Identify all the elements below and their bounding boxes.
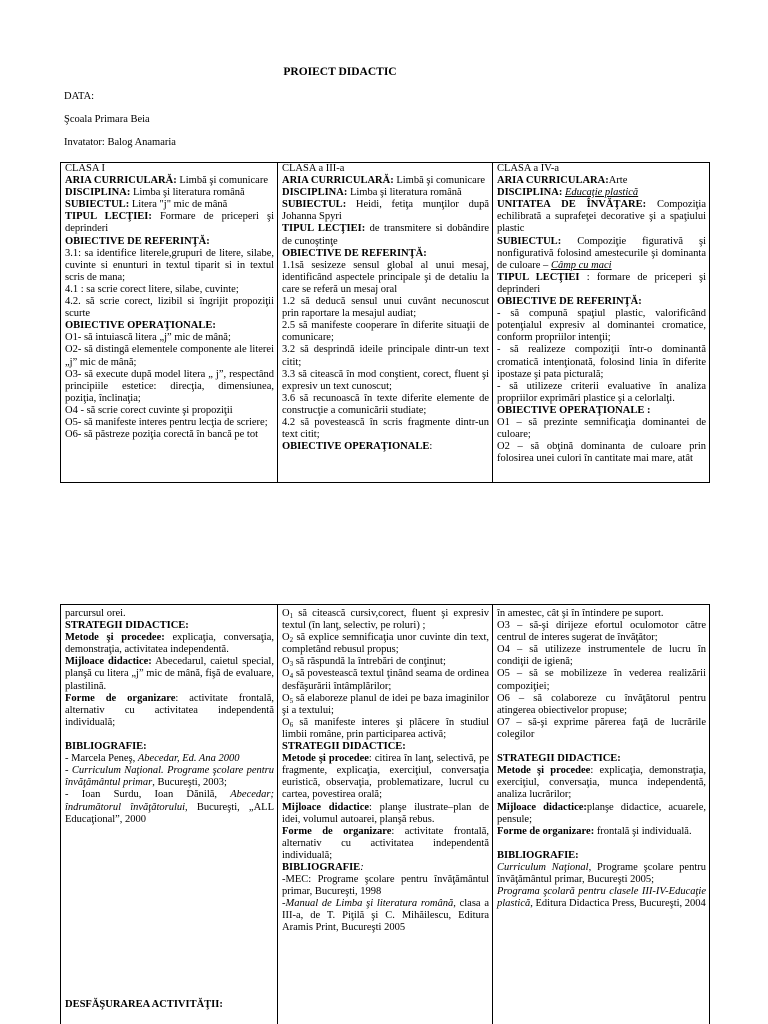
paragraph — [282, 296, 489, 320]
text-run: O — [282, 632, 290, 644]
activity-heading: DESFĂŞURAREA ACTIVITĂŢII: — [65, 999, 223, 1010]
text-run: Manual de Limba şi literatura română — [285, 898, 454, 910]
paragraph — [65, 729, 274, 741]
heading-label: OBIECTIVE OPERAŢIONALE : — [497, 404, 651, 416]
text-run: O6- să păstreze poziţia corectă în bancă pe tot — [65, 429, 258, 441]
clasa-a-iv-a-column-continued — [493, 605, 709, 1024]
text-run: 4.2. să scrie corect, lizibil si îngrijit propoziţii scurte — [65, 296, 274, 320]
paragraph — [65, 693, 274, 729]
text-run: - Marcela Peneş, — [65, 753, 138, 765]
paragraph — [282, 802, 489, 826]
text-run: - Ioan Surdu, Ioan Dănilă, — [65, 789, 231, 801]
paragraph — [497, 862, 706, 886]
paragraph — [65, 608, 274, 620]
text-run: Abecedar, Ed. Ana 2000 — [137, 753, 240, 765]
text-run: Curriculum Naţional. Programe şcolare pentru învăţământul primar — [65, 765, 275, 789]
clasa-i-column-continued — [61, 605, 278, 1024]
text-run: O — [282, 692, 290, 704]
paragraph — [282, 632, 489, 656]
paragraph — [282, 417, 489, 441]
paragraph — [65, 789, 274, 825]
paragraph — [282, 608, 489, 632]
paragraph — [282, 753, 489, 801]
text-run: - să realizeze compoziţii într-o dominantă cromatică intenţionată, folosind linia în diferite ipostaze şi pata picturală; — [497, 344, 706, 380]
document-title: PROIECT DIDACTIC — [283, 66, 397, 78]
paragraph — [282, 717, 489, 741]
paragraph — [497, 308, 706, 344]
text-run: CLASA I — [65, 163, 105, 174]
paragraph — [497, 802, 706, 826]
text-run: Programa şcolară pentru clasele III-IV-Educaţie plastică — [497, 886, 706, 910]
heading-label: OBIECTIVE DE REFERINŢĂ: — [282, 247, 427, 259]
paragraph — [282, 874, 489, 898]
text-run: - — [282, 898, 286, 910]
paragraph — [282, 175, 489, 187]
heading-label: STRATEGII DIDACTICE: — [497, 753, 621, 765]
heading-label: ARIA CURRICULARĂ: — [65, 175, 177, 187]
text-run: : planşe ilustrate–plan de idei, volumul autoarei, planşă rebus. — [282, 801, 489, 825]
heading-label: Forme de organizare: — [497, 825, 595, 837]
text-run: - — [65, 765, 72, 777]
text-run: Limba şi literatura română — [347, 187, 462, 199]
heading-label: ARIA CURRICULARA: — [497, 175, 609, 187]
subscript-index: 5 — [289, 696, 294, 705]
subscript-index: 4 — [289, 672, 294, 681]
text-run: : activitate frontală, alternativ cu activitatea independentă individuală; — [65, 692, 274, 728]
text-run: , Programe şcolare pentru învăţământul primar, Bucureşti 2005; — [497, 861, 706, 886]
paragraph — [65, 753, 274, 765]
text-run: - să compună spaţiul plastic, valorificând potenţialul expresiv al dominantei cromatice, conform propriilor intenţii; — [497, 308, 706, 344]
paragraph — [497, 753, 706, 765]
text-run: , Bucureşti, „ALL Educaţional”, 2000 — [65, 801, 275, 825]
clasa-a-iii-a-column — [278, 163, 493, 482]
subscript-index: 1 — [289, 612, 294, 620]
paragraph — [282, 393, 489, 417]
text-run: Abecedar; îndrumătorul învăţătorului — [65, 789, 274, 813]
text-run: : — [360, 861, 364, 873]
date-line: DATA: — [64, 91, 95, 102]
text-run: , Editura Didactica Press, Bucureşti, 2004 — [530, 898, 706, 910]
paragraph — [497, 826, 706, 838]
paragraph — [65, 417, 274, 429]
text-run: CLASA a III-a — [282, 163, 345, 174]
heading-label: STRATEGII DIDACTICE: — [65, 620, 189, 632]
paragraph — [65, 405, 274, 417]
text-run: Heidi, fetiţa munţilor după Johanna Spyri — [282, 199, 489, 223]
paragraph — [497, 381, 706, 405]
subscript-index: 6 — [289, 720, 294, 729]
heading-label: Metode şi procedee: — [65, 632, 165, 644]
text-run: Formare de priceperi şi deprinderi — [65, 211, 275, 235]
paragraph — [497, 850, 706, 862]
paragraph — [497, 693, 706, 717]
paragraph — [65, 344, 274, 368]
text-run: CLASA a IV-a — [497, 163, 560, 174]
paragraph — [497, 236, 706, 272]
paragraph — [282, 826, 489, 862]
paragraph — [65, 369, 274, 405]
paragraph — [65, 199, 274, 211]
paragraph — [282, 163, 489, 175]
text-run: O5- să manifeste interes pentru lecţia de scriere; — [65, 416, 268, 428]
heading-label: DISCIPLINA: — [65, 187, 131, 199]
paragraph — [497, 405, 706, 417]
text-run: -MEC: Programe şcolare pentru învăţământul primar, Bucureşti, 1998 — [282, 874, 489, 898]
paragraph — [282, 741, 489, 753]
paragraph — [282, 344, 489, 368]
heading-label: DISCIPLINA: — [282, 187, 348, 199]
paragraph — [497, 296, 706, 308]
text-run: Limba şi literatura română — [130, 187, 245, 199]
text-run: O3 – să-şi dirijeze efortul oculomotor către centrul de interes sugerat de învăţător; — [497, 620, 706, 644]
heading-label: ARIA CURRICULARĂ: — [282, 175, 394, 187]
heading-label: BIBLIOGRAFIE — [282, 861, 361, 873]
text-run: să manifeste interes şi plăcere în studiul limbii române, prin participarea activă; — [282, 716, 489, 740]
clasa-a-iv-a-column — [493, 163, 709, 482]
paragraph — [65, 741, 274, 753]
paragraph — [497, 644, 706, 668]
paragraph — [65, 656, 274, 692]
heading-label: Mijloace didactice: — [65, 656, 152, 668]
text-run: Curriculum Naţional — [497, 861, 589, 873]
text-run: O2- să distingă elementele componente ale literei „j” mic de mână; — [65, 344, 274, 368]
paragraph — [497, 886, 706, 910]
paragraph — [282, 656, 489, 668]
paragraph — [497, 741, 706, 753]
heading-label: SUBIECTUL: — [65, 199, 130, 211]
paragraph — [282, 441, 489, 453]
text-run: 3.2 să desprindă ideile principale dintr-un text citit; — [282, 344, 489, 368]
paragraph — [497, 417, 706, 441]
text-run: O — [282, 716, 290, 728]
lesson-plan-table-page-2 — [60, 604, 710, 1024]
text-run: O6 – să colaboreze cu învăţătorul pentru atingerea obiectivelor propuse; — [497, 692, 706, 716]
text-run: : citirea în lanţ, selectivă, pe fragmente, explicaţia, exerciţiul, conversaţia euristică, observaţia, problematizare, lucrul cu cartea, povestirea orală; — [282, 753, 489, 801]
paragraph — [282, 668, 489, 692]
heading-label: OBIECTIVE DE REFERINŢĂ: — [65, 235, 210, 247]
text-run: O — [282, 608, 290, 619]
heading-label: Mijloace didactice: — [497, 801, 587, 813]
text-run: O — [282, 656, 290, 668]
paragraph — [65, 620, 274, 632]
text-run: 1.2 să deducă sensul unui cuvânt necunoscut prin raportare la mesajul audiat; — [282, 296, 489, 320]
paragraph — [282, 369, 489, 393]
text-run: 1.1să sesizeze sensul global al unui mesaj, identificând aspectele principale şi de detaliu la care se referă un mesaj oral — [282, 259, 489, 295]
paragraph — [497, 620, 706, 644]
paragraph — [65, 236, 274, 248]
paragraph — [282, 693, 489, 717]
text-run: O4 – să utilizeze instrumentele de lucru în condiţii de igienă; — [497, 644, 706, 668]
paragraph — [65, 187, 274, 199]
clasa-a-iii-a-column-continued — [278, 605, 493, 1024]
heading-label: Forme de organizare — [65, 692, 176, 704]
heading-label: TIPUL LECŢIEI: — [65, 211, 152, 223]
paragraph — [65, 248, 274, 284]
heading-label: SUBIECTUL: — [497, 235, 562, 247]
heading-label: DISCIPLINA: — [497, 187, 563, 199]
subscript-index: 3 — [289, 660, 294, 669]
paragraph — [497, 765, 706, 801]
text-run: 3.1: sa identifice literele,grupuri de litere, silabe, cuvinte si enunturi in textul tiparit si in textul scris de mana; — [65, 247, 274, 283]
text-run: O4 - să scrie corect cuvinte şi propoziţii — [65, 404, 233, 416]
paragraph — [65, 211, 274, 235]
text-run: Litera "j" mic de mână — [129, 199, 228, 211]
heading-label: Mijloace didactice — [282, 801, 370, 813]
text-run: O3- să execute după model litera „ j”, respectând principiile estetice: direcţia, dimensiunea, poziţia, înclinaţia; — [65, 368, 274, 404]
paragraph — [65, 163, 274, 175]
clasa-i-column — [61, 163, 278, 482]
heading-label: SUBIECTUL: — [282, 199, 347, 211]
paragraph — [65, 632, 274, 656]
lesson-plan-table-page-1 — [60, 162, 710, 483]
paragraph — [497, 272, 706, 296]
subscript-index: 2 — [289, 636, 294, 645]
text-run: de transmitere si dobândire de cunoştinţe — [282, 223, 489, 247]
text-run: : activitate frontală, alternativ cu activitatea independentă individuală; — [282, 825, 489, 861]
heading-label: OBIECTIVE OPERAŢIONALE: — [65, 320, 216, 332]
text-run: : formare de priceperi şi deprinderi — [497, 271, 707, 295]
text-run: 2.5 să manifeste cooperare în diferite situaţii de comunicare; — [282, 320, 489, 344]
text-run: să elaboreze planul de idei pe baza imaginilor şi a textului; — [282, 692, 489, 716]
text-run: să citească cursiv,corect, fluent şi expresiv textul (în lanţ, selectiv, pe roluri) ; — [282, 608, 489, 632]
paragraph — [497, 163, 706, 175]
paragraph — [282, 248, 489, 260]
paragraph — [497, 668, 706, 692]
paragraph — [65, 296, 274, 320]
paragraph — [497, 187, 706, 199]
text-run: Câmp cu maci — [550, 259, 612, 271]
heading-label: Metode şi procedee — [497, 765, 591, 777]
text-run: O1- să intuiască litera „j” mic de mână; — [65, 332, 231, 344]
paragraph — [497, 717, 706, 741]
heading-label: STRATEGII DIDACTICE: — [282, 741, 406, 753]
paragraph — [497, 608, 706, 620]
text-run: explicaţia, conversaţia, demonstraţia, activitatea independentă. — [65, 632, 275, 656]
text-run: 4.1 : sa scrie corect litere, silabe, cuvinte; — [65, 283, 239, 295]
text-run: Educaţie plastică — [564, 187, 639, 199]
paragraph — [65, 284, 274, 296]
paragraph — [497, 838, 706, 850]
text-run: O5 – să se mobilizeze în vederea realizării compoziţiei; — [497, 668, 706, 692]
text-run: să răspundă la întrebări de conţinut; — [293, 656, 446, 668]
text-run: O2 – să obţină dominanta de culoare prin folosirea unei culori în cantitate mai mare, atât — [497, 441, 706, 465]
heading-label: TIPUL LECŢIEI: — [282, 223, 366, 235]
text-run: Limbă şi comunicare — [176, 175, 268, 187]
text-run: 3.6 să recunoască în texte diferite elemente de construcţie a comunicării studiate; — [282, 392, 489, 416]
paragraph — [282, 199, 489, 223]
paragraph — [497, 344, 706, 380]
text-run: O — [282, 668, 290, 680]
teacher-line: Invatator: Balog Anamaria — [64, 137, 176, 148]
text-run: : — [429, 441, 433, 453]
text-run: planşe didactice, acuarele, pensule; — [497, 801, 706, 825]
text-run: Compoziţie figurativă şi nonfigurativă folosind amestecurile şi dominanta de culoare – — [497, 235, 706, 271]
heading-label: UNITATEA DE ÎNVĂŢARE: — [497, 199, 647, 211]
paragraph — [282, 862, 489, 874]
paragraph — [282, 187, 489, 199]
paragraph — [65, 320, 274, 332]
text-run: O7 – să-şi exprime părerea faţă de lucrările colegilor — [497, 716, 706, 740]
heading-label: BIBLIOGRAFIE: — [497, 849, 579, 861]
text-run: 4.2 să povestească în scris fragmente dintr-un text citit; — [282, 416, 489, 441]
paragraph — [497, 199, 706, 235]
school-line: Şcoala Primara Beia — [64, 114, 150, 125]
paragraph — [65, 175, 274, 187]
text-run: Arte — [608, 175, 628, 187]
paragraph — [282, 260, 489, 296]
text-run: în amestec, cât şi în întindere pe suport. — [497, 608, 664, 619]
heading-label: Forme de organizare — [282, 825, 392, 837]
text-run: O1 – să prezinte semnificaţia dominantei de culoare; — [497, 416, 706, 441]
text-run: să explice semnificaţia unor cuvinte din text, completând rebusul propus; — [282, 632, 489, 656]
text-run: 3.3 să citească în mod conştient, corect, fluent şi expresiv un text cunoscut; — [282, 368, 489, 392]
paragraph — [497, 441, 706, 465]
text-run: : explicaţia, demonstraţia, exerciţiul, conversaţia, munca independentă, analiza lucrărilor; — [497, 765, 706, 801]
text-run: , Bucureşti, 2003; — [152, 777, 227, 789]
heading-label: OBIECTIVE DE REFERINŢĂ: — [497, 296, 642, 308]
heading-label: TIPUL LECŢIEI — [497, 271, 580, 283]
text-run: să povestească textul ţinând seama de ordinea desfăşurării întâmplărilor; — [282, 668, 489, 692]
text-run: , clasa a III-a, de T. Piţilă şi C. Mihăilescu, Editura Aramis Print, Bucureşti 2005 — [282, 898, 489, 934]
paragraph — [497, 175, 706, 187]
text-run: Abecedarul, caietul special, planşă cu litera „j” mic de mână, fişă de evaluare, plastilină. — [65, 656, 274, 692]
paragraph — [282, 320, 489, 344]
text-run: parcursul orei. — [65, 608, 126, 619]
text-run: - să utilizeze criterii evaluative în analiza propriilor exprimări plastice şi a celorlalţi. — [497, 380, 706, 404]
paragraph — [282, 898, 489, 934]
text-run: frontală şi individuală. — [594, 825, 692, 837]
paragraph — [65, 765, 274, 789]
heading-label: BIBLIOGRAFIE: — [65, 741, 147, 753]
text-run: Limbă şi comunicare — [393, 175, 485, 187]
paragraph — [65, 332, 274, 344]
text-run: Compoziţia echilibrată a suprafeţei decorative şi a spaţiului plastic — [497, 199, 706, 235]
paragraph — [65, 429, 274, 441]
heading-label: OBIECTIVE OPERAŢIONALE — [282, 441, 430, 453]
heading-label: Metode şi procedee — [282, 753, 369, 765]
paragraph — [282, 223, 489, 247]
